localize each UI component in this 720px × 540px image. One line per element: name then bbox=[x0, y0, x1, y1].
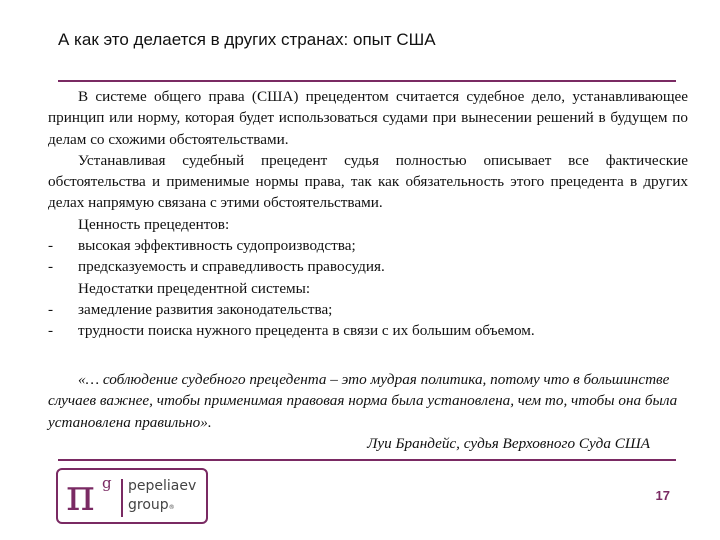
quote-author: Луи Брандейс, судья Верховного Суда США bbox=[367, 434, 650, 452]
list-item bbox=[48, 235, 688, 256]
logo-pi-symbol: π bbox=[66, 470, 95, 521]
quote-text: «… соблюдение судебного прецедента – это мудрая политика, потому что в большинстве случаев важнее, чтобы применимая правовая норма была установлена, чем то, чтобы она была установлена правильно». bbox=[48, 371, 678, 431]
list-item bbox=[48, 299, 688, 320]
main-text bbox=[48, 86, 688, 342]
quote-block bbox=[48, 369, 688, 454]
registered-mark: ® bbox=[168, 504, 175, 511]
top-divider bbox=[58, 80, 676, 82]
bullet-dash: - bbox=[48, 258, 54, 276]
paragraph-description: Устанавливая судебный прецедент судья полностью описывает все фактические обстоятельства и применимые нормы права, так как обязательность этого прецедента в других делах напрямую связана с этими обстоятельствами. bbox=[48, 151, 688, 212]
list-item-text: трудности поиска нужного прецедента в связи с их большим объемом. bbox=[78, 322, 535, 340]
bullet-dash: - bbox=[48, 322, 54, 340]
bottom-divider bbox=[58, 459, 676, 461]
slide-title: А как это делается в других странах: опыт США bbox=[58, 30, 436, 49]
company-logo bbox=[56, 468, 208, 524]
logo-wordmark bbox=[128, 477, 196, 517]
logo-line-2-text: group bbox=[128, 497, 169, 513]
list-item-text: высокая эффективность судопроизводства; bbox=[78, 237, 356, 255]
list-item bbox=[48, 320, 688, 341]
logo-line-2 bbox=[128, 496, 196, 517]
drawback-heading: Недостатки прецедентной системы: bbox=[78, 279, 311, 297]
list-item-text: замедление развития законодательства; bbox=[78, 300, 333, 318]
bullet-dash: - bbox=[48, 237, 54, 255]
logo-divider bbox=[121, 479, 123, 517]
page-number: 17 bbox=[655, 488, 670, 503]
logo-superscript: g bbox=[102, 474, 112, 492]
list-item bbox=[48, 256, 688, 277]
list-item-text: предсказуемость и справедливость правосудия. bbox=[78, 258, 385, 276]
logo-line-1: pepeliaev bbox=[128, 478, 197, 494]
paragraph-definition: В системе общего права (США) прецедентом считается судебное дело, устанавливающее принцип или норму, которая будет использоваться судами при вынесении решений в будущем по делам со схожими обстоятельствами. bbox=[48, 88, 688, 148]
bullet-dash: - bbox=[48, 300, 54, 318]
value-heading: Ценность прецедентов: bbox=[78, 215, 230, 233]
